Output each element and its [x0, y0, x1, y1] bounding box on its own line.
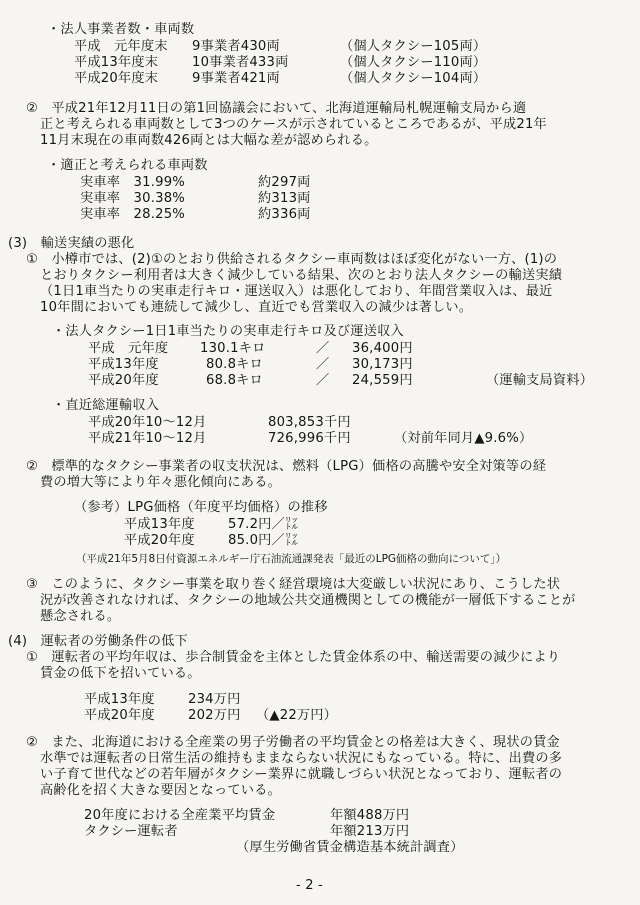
- business-count-year: 平成 元年度末: [74, 39, 168, 54]
- revenue-amount: 803,853千円: [268, 415, 351, 430]
- taxi-revenue-title: ・法人タクシー1日1車当たりの実車走行キロ及び運送収入: [52, 324, 404, 339]
- distance-km: 130.1キロ: [200, 341, 266, 356]
- wage-source-note: （厚生労働省賃金構造基本統計調査）: [236, 840, 464, 855]
- separator: ／: [316, 357, 330, 372]
- revenue-period: 平成21年10～12月: [88, 431, 207, 446]
- page-number: - 2 -: [296, 878, 323, 893]
- occupancy-rate: 実車率 28.25%: [80, 207, 186, 222]
- paragraph-line: ③ このように、タクシー事業を取り巻く経営環境は大変厳しい状況にあり、こうした状: [26, 577, 561, 592]
- occupancy-rate: 実車率 31.99%: [80, 175, 186, 190]
- lpg-price: 57.2円／㍑: [228, 517, 299, 532]
- paragraph-line: 水準では運転者の日常生活の維持もままならない状況にもなっている。特に、出費の多: [40, 751, 563, 766]
- year-over-year-note: （対前年同月▲9.6%）: [394, 431, 533, 446]
- vehicle-count: 約336両: [258, 207, 311, 222]
- business-count-year: 平成13年度末: [74, 55, 159, 70]
- paragraph-line: 懸念される。: [40, 609, 121, 624]
- business-count-value: 10事業者433両: [192, 55, 289, 70]
- revenue-year: 平成 元年度: [88, 341, 169, 356]
- wage-comparison-label: タクシー運転者: [84, 824, 178, 839]
- individual-taxi-count: （個人タクシー110両）: [340, 55, 487, 70]
- business-count-title: ・法人事業者数・車両数: [47, 22, 195, 37]
- lpg-source-note: （平成21年5月8日付資源エネルギー庁石油流通課発表「最近のLPG価格の動向について」）: [76, 553, 507, 565]
- separator: ／: [316, 373, 330, 388]
- distance-km: 68.8キロ: [206, 373, 263, 388]
- paragraph-line: い子育て世代などの若年層がタクシー業界に就職しづらい状況となっており、運転者の: [40, 767, 563, 782]
- vehicle-count: 約313両: [258, 191, 311, 206]
- wage-year: 平成13年度: [84, 692, 155, 707]
- wage-comparison-label: 20年度における全産業平均賃金: [84, 808, 276, 823]
- lpg-year: 平成13年度: [124, 517, 195, 532]
- paragraph-line: 正と考えられる車両数として3つのケースが示されているところであるが、平成21年: [40, 117, 547, 132]
- wage-year: 平成20年度: [84, 708, 155, 723]
- vehicle-count: 約297両: [258, 175, 311, 190]
- lpg-price: 85.0円／㍑: [228, 533, 299, 548]
- wage-change-note: （▲22万円）: [256, 708, 338, 723]
- distance-km: 80.8キロ: [206, 357, 263, 372]
- paragraph-line: 費の増大等により年々悪化傾向にある。: [40, 475, 281, 490]
- total-revenue-title: ・直近総運輸収入: [52, 398, 160, 413]
- lpg-price-title: （参考）LPG価格（年度平均価格）の推移: [74, 500, 328, 515]
- paragraph-line: ② また、北海道における全産業の男子労働者の平均賃金との格差は大きく、現状の賃金: [26, 735, 560, 750]
- revenue-year: 平成20年度: [88, 373, 159, 388]
- business-count-year: 平成20年度末: [74, 71, 159, 86]
- paragraph-line: ② 平成21年12月11日の第1回協議会において、北海道運輸局札幌運輸支局から適: [26, 101, 527, 116]
- revenue-yen: 30,173円: [352, 357, 413, 372]
- paragraph-line: （1日1車当たりの実車走行キロ・運送収入）は悪化しており、年間営業収入は、最近: [40, 284, 553, 299]
- lpg-year: 平成20年度: [124, 533, 195, 548]
- paragraph-line: ① 運転者の平均年収は、歩合制賃金を主体とした賃金体系の中、輸送需要の減少により: [26, 650, 561, 665]
- wage-comparison-value: 年額213万円: [330, 824, 410, 839]
- business-count-value: 9事業者421両: [192, 71, 280, 86]
- revenue-yen: 24,559円: [352, 373, 413, 388]
- individual-taxi-count: （個人タクシー105両）: [340, 39, 487, 54]
- paragraph-line: 賃金の低下を招いている。: [40, 666, 201, 681]
- wage-comparison-value: 年額488万円: [330, 808, 410, 823]
- individual-taxi-count: （個人タクシー104両）: [340, 71, 487, 86]
- section-heading: (3) 輸送実績の悪化: [8, 236, 135, 251]
- wage-amount: 202万円: [188, 708, 241, 723]
- paragraph-line: とおりタクシー利用者は大きく減少している結果、次のとおり法人タクシーの輸送実績: [40, 268, 563, 283]
- paragraph-line: 11月末現在の車両数426両とは大幅な差が認められる。: [40, 133, 378, 148]
- paragraph-line: 高齢化を招く大きな要因となっている。: [40, 783, 281, 798]
- source-note: （運輸支局資料）: [486, 373, 594, 388]
- section-heading: (4) 運転者の労働条件の低下: [8, 634, 188, 649]
- paragraph-line: ② 標準的なタクシー事業者の収支状況は、燃料（LPG）価格の高騰や安全対策等の経: [26, 459, 547, 474]
- business-count-value: 9事業者430両: [192, 39, 280, 54]
- revenue-amount: 726,996千円: [268, 431, 351, 446]
- separator: ／: [316, 341, 330, 356]
- appropriate-vehicles-title: ・適正と考えられる車両数: [47, 158, 208, 173]
- occupancy-rate: 実車率 30.38%: [80, 191, 186, 206]
- revenue-year: 平成13年度: [88, 357, 159, 372]
- revenue-period: 平成20年10～12月: [88, 415, 207, 430]
- paragraph-line: ① 小樽市では、(2)①のとおり供給されるタクシー車両数はほぼ変化がない一方、(1)の: [26, 252, 558, 267]
- wage-amount: 234万円: [188, 692, 241, 707]
- paragraph-line: 況が改善されなければ、タクシーの地域公共交通機関としての機能が一層低下することが: [40, 593, 576, 608]
- revenue-yen: 36,400円: [352, 341, 413, 356]
- paragraph-line: 10年間においても連続して減少し、直近でも営業収入の減少は著しい。: [40, 300, 473, 315]
